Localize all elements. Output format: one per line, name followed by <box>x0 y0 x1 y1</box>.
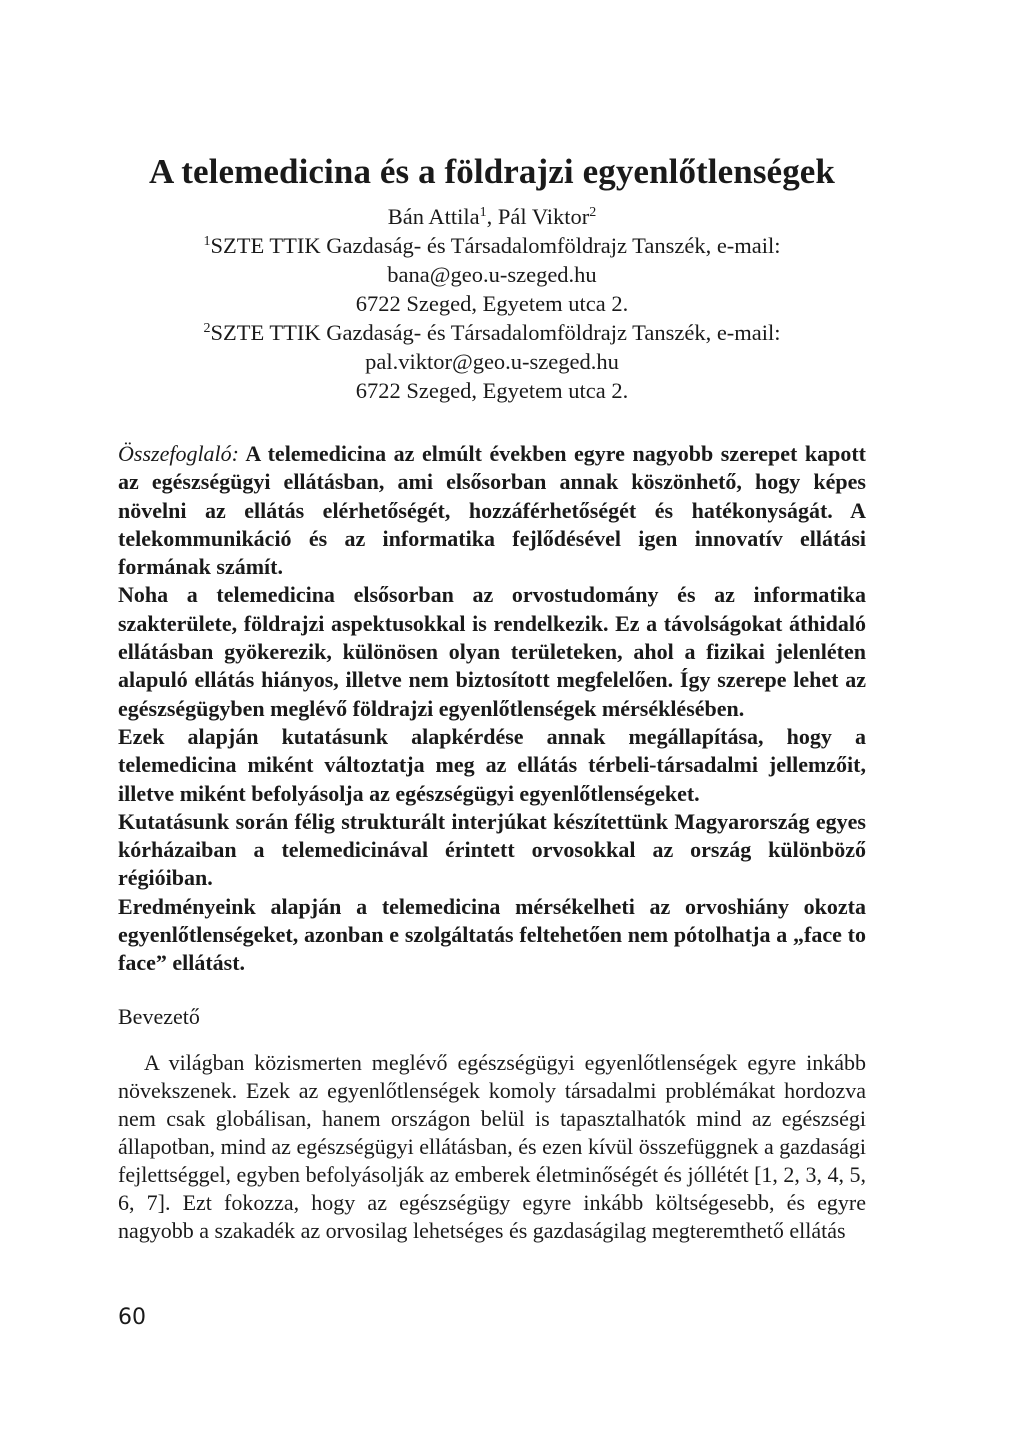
abstract-label: Összefoglaló: <box>118 441 239 466</box>
abstract-paragraph: Noha a telemedicina elsősorban az orvostudomány és az informatika szakterülete, földrajzi aspektusokkal is rendelkezik. Ez a távolságokat áthidaló ellátásban gyökerezik, különösen olyan területeken, ahol a fizikai jelenléten alapuló ellátás hiányos, illetve nem biztosított megfelelően. Így szerepe lehet az egészségügyben meglévő földrajzi egyenlőtlenségek mérséklésében. <box>118 582 866 721</box>
affiliation-address: 6722 Szeged, Egyetem utca 2. <box>355 378 629 403</box>
author-name: Bán Attila <box>387 204 480 229</box>
abstract <box>118 440 866 978</box>
affiliation-text: SZTE TTIK Gazdaság- és Társadalomföldrajz Tanszék, e-mail: <box>210 233 781 258</box>
affiliation-address: 6722 Szeged, Egyetem utca 2. <box>355 291 629 316</box>
intro-paragraph: A világban közismerten meglévő egészségügyi egyenlőtlenségek egyre inkább növekszenek. Ezek az egyenlőtlenségek komoly társadalmi problémákat hordozva nem csak globálisan, hanem országon belül is tapasztalhatók mind az egészségi állapotban, mind az egészségügyi ellátásban, és ezen kívül összefüggnek a gazdasági fejlettséggel, egyben befolyásolják az emberek életminőségét és jóllétét [1, 2, 3, 4, 5, 6, 7]. Ezt fokozza, hogy az egészségügy egyre inkább költségesebb, és egyre nagyobb a szakadék az orvosilag lehetséges és gazdaságilag megteremthető ellátás <box>118 1049 866 1244</box>
page-number: 60 <box>118 1305 146 1330</box>
author-separator: , <box>486 204 498 229</box>
abstract-paragraph: Kutatásunk során félig strukturált interjúkat készítettünk Magyarország egyes kórházaiban a telemedicinával érintett orvosokkal az ország különböző régióiban. <box>118 808 866 891</box>
affiliation-email: pal.viktor@geo.u-szeged.hu <box>365 349 619 374</box>
abstract-text: A telemedicina az elmúlt években egyre nagyobb szerepet kapott az egészségügyi ellátásban, ami elsősorban annak köszönhető, hogy képes növelni az ellátás elérhetőségét, hozzáférhetőségét és hatékonyságát. A telekommunikáció és az informatika fejlődésével igen innovatív ellátási formának számít. <box>118 441 866 580</box>
author-line <box>118 202 866 231</box>
affiliation-superscript: 2 <box>203 321 211 336</box>
paper-page <box>118 148 866 1245</box>
section-heading: Bevezető <box>118 1003 200 1029</box>
abstract-paragraph <box>118 440 866 581</box>
affiliation-email: bana@geo.u-szeged.hu <box>387 262 597 287</box>
affiliation-superscript: 1 <box>203 234 211 249</box>
author-name: Pál Viktor <box>497 204 590 229</box>
author-superscript: 1 <box>479 205 487 220</box>
affiliation-line <box>118 231 866 260</box>
abstract-paragraph: Eredményeink alapján a telemedicina mérsékelheti az orvoshiány okozta egyenlőtlenségeket, azonban e szolgáltatás feltehetően nem pótolhatja a „face to face” ellátást. <box>118 893 866 976</box>
author-superscript: 2 <box>589 205 597 220</box>
author-block <box>118 202 866 405</box>
affiliation-line <box>118 318 866 347</box>
affiliation-text: SZTE TTIK Gazdaság- és Társadalomföldrajz Tanszék, e-mail: <box>210 320 781 345</box>
abstract-paragraph: Ezek alapján kutatásunk alapkérdése annak megállapítása, hogy a telemedicina miként változtatja meg az ellátás térbeli-társadalmi jellemzőit, illetve miként befolyásolja az egészségügyi egyenlőtlenségeket. <box>118 723 866 806</box>
paper-title: A telemedicina és a földrajzi egyenlőtlenségek <box>149 152 835 191</box>
